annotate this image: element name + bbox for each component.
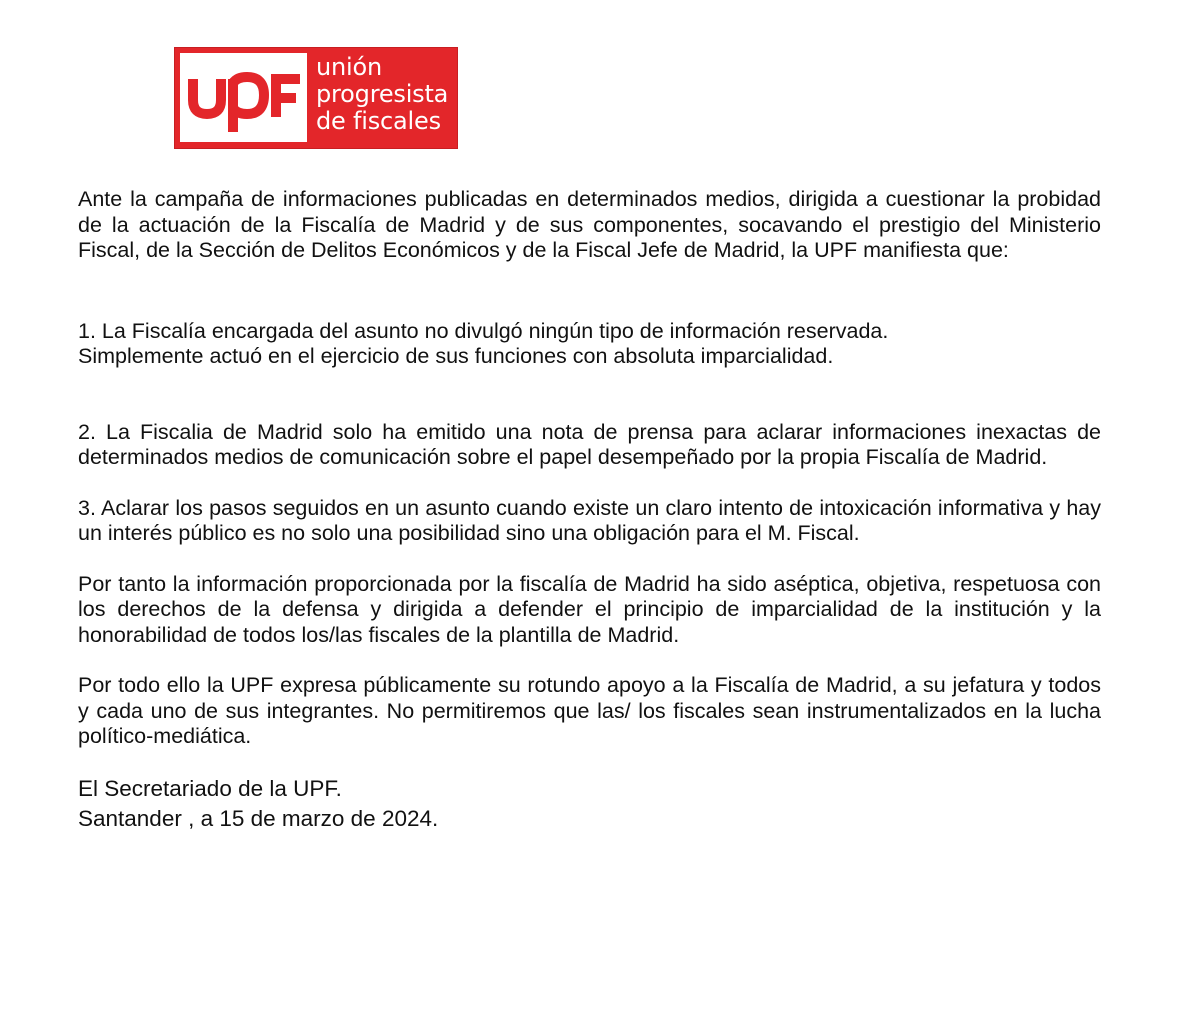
upf-monogram-icon <box>180 53 307 142</box>
support-paragraph: Por todo ello la UPF expresa públicamente su rotundo apoyo a la Fiscalía de Madrid, a su jefatura y todos y cada uno de sus integrantes. No permitiremos que las/ los fiscales sean instrumentalizados en la lucha político-mediática. <box>78 673 1101 748</box>
point-2: 2. La Fiscalia de Madrid solo ha emitido una nota de prensa para aclarar informaciones inexactas de determinados medios de comunicación sobre el papel desempeñado por la propia Fiscalía de Madrid. <box>78 419 1101 469</box>
logo-wordmark <box>316 54 448 135</box>
point-1-line-1: 1. La Fiscalía encargada del asunto no divulgó ningún tipo de información reservada. <box>78 318 889 343</box>
upf-logo <box>175 48 457 148</box>
point-1 <box>78 319 1101 370</box>
statement-document <box>78 187 1101 834</box>
logo-line-3: de fiscales <box>316 107 441 135</box>
logo-line-2: progresista <box>316 80 449 108</box>
signatory: El Secretariado de la UPF. <box>78 775 342 801</box>
place-date: Santander , a 15 de marzo de 2024. <box>78 805 439 831</box>
point-1-line-2: Simplemente actuó en el ejercicio de sus funciones con absoluta imparcialidad. <box>78 344 834 368</box>
conclusion-paragraph: Por tanto la información proporcionada por la fiscalía de Madrid ha sido aséptica, objetiva, respetuosa con los derechos de la defensa y dirigida a defender el principio de imparcialidad de la institución y la honorabilidad de todos los/las fiscales de la plantilla de Madrid. <box>78 571 1101 647</box>
logo-line-1: unión <box>316 53 382 81</box>
logo-mark-box <box>180 53 307 142</box>
point-3: 3. Aclarar los pasos seguidos en un asunto cuando existe un claro intento de intoxicación informativa y hay un interés público es no solo una posibilidad sino una obligación para el M. Fiscal. <box>78 495 1101 545</box>
intro-paragraph: Ante la campaña de informaciones publicadas en determinados medios, dirigida a cuestionar la probidad de la actuación de la Fiscalía de Madrid y de sus componentes, socavando el prestigio del Ministerio Fiscal, de la Sección de Delitos Económicos y de la Fiscal Jefe de Madrid, la UPF manifiesta que: <box>78 187 1101 262</box>
signature-block <box>78 774 1101 834</box>
